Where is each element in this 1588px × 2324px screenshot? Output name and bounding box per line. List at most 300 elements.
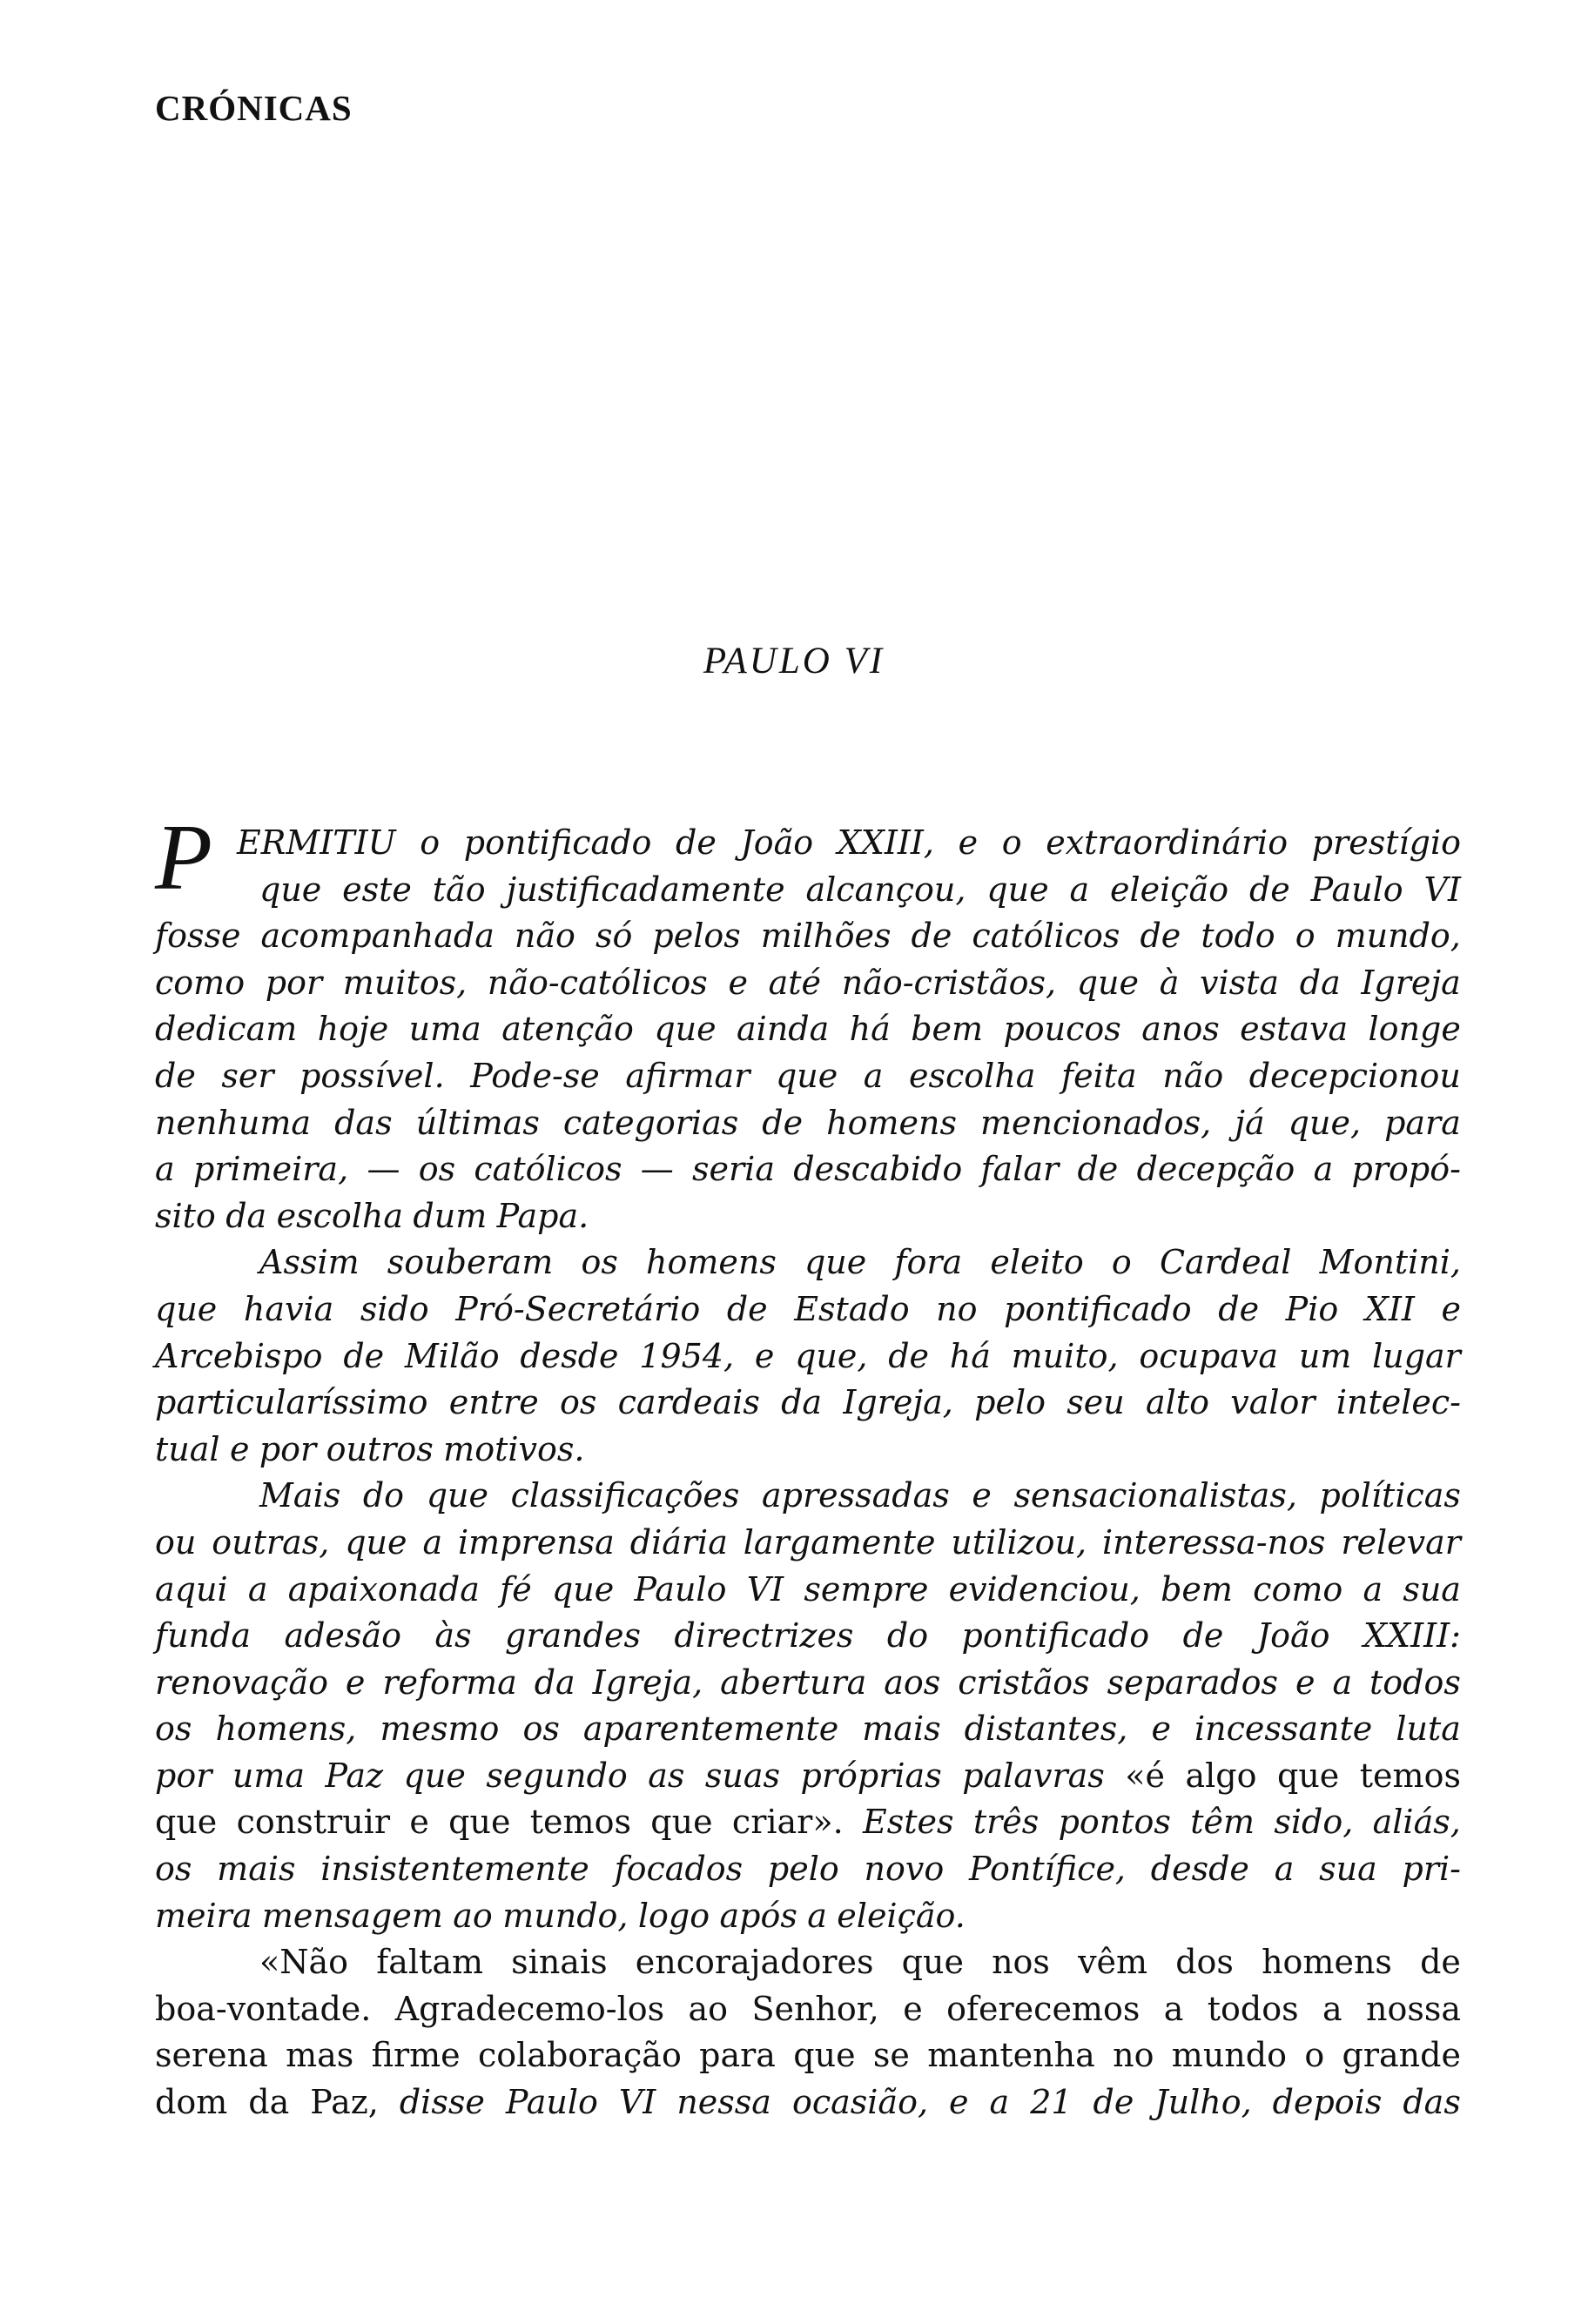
text-word: VI [746,1569,784,1609]
text-word: que [259,870,322,909]
text-word: de [911,917,952,956]
text-word: Julho, [1154,2083,1252,2122]
text-line [155,1053,1461,1100]
text-word: mundo, [502,1896,629,1935]
text-word: extraordinário [1046,823,1289,862]
text-word: distantes, [964,1709,1128,1749]
text-word: mantenha [927,2036,1095,2075]
text-word: intelec- [1336,1383,1461,1422]
text-line [155,2032,1461,2079]
text-line [155,960,1461,1007]
text-word: João [740,823,814,862]
text-word: 21 [1030,2083,1073,2122]
text-word: souberam [387,1243,554,1282]
text-word: pri- [1402,1850,1461,1889]
text-word: e [1295,1662,1315,1702]
text-word: grande [1342,2036,1461,2075]
text-word: Agradecemo-los [394,1989,665,2028]
text-word: muitos, [342,963,468,1002]
text-word: políticas [1319,1476,1461,1515]
text-word: mais [862,1709,941,1749]
text-word: aliás, [1372,1803,1461,1842]
text-word: palavras [962,1756,1105,1795]
text-word: como [1253,1569,1343,1609]
text-word: de [155,1056,196,1095]
text-word: disse [399,2083,485,2122]
text-word: mas [286,2036,354,2075]
text-word: de [762,1103,804,1142]
text-word: cardeais [617,1383,760,1422]
text-word: mais [217,1850,296,1889]
text-word: Pio [1285,1289,1339,1328]
text-word: firme [371,2036,461,2075]
text-word: VI [1423,870,1461,909]
text-line [155,1986,1461,2033]
text-word: e [1151,1709,1171,1749]
text-line [155,1146,1461,1193]
text-word: há [949,1336,991,1375]
text-word: e [949,2083,969,2122]
text-word: eleito [990,1243,1084,1282]
text-word: cristãos [958,1662,1090,1702]
text-word: pontificado [961,1616,1150,1656]
text-word: incessante [1194,1709,1373,1749]
running-head: CRÓNICAS [155,88,353,128]
text-word: XXIII: [1363,1616,1461,1656]
text-word: homens, [215,1709,357,1749]
text-word: se [872,2036,910,2075]
text-word: as [648,1756,685,1795]
text-word: à [1159,963,1180,1002]
text-word: homens [1262,1943,1392,1982]
text-word: de [1420,1943,1461,1982]
text-word: a [863,1056,884,1095]
text-word: algo [1185,1756,1257,1795]
text-word: a [1163,1989,1184,2028]
text-word: aqui [155,1569,228,1609]
text-word: e [728,963,748,1002]
text-word: do [362,1476,405,1515]
text-word: que [426,1476,488,1515]
text-word: da [225,1196,267,1235]
text-word: sempre [804,1569,929,1609]
text-word: VI [618,2083,656,2122]
text-word: ao [453,1896,493,1935]
text-word: que [155,1289,218,1328]
text-word: três [972,1803,1040,1842]
text-word: sua [1319,1850,1377,1889]
text-word: um [1298,1336,1352,1375]
text-word: de [1182,1616,1224,1656]
text-word: todo [1201,917,1275,956]
text-word: que, [795,1336,868,1375]
text-word: aparentemente [582,1709,839,1749]
text-word: do [886,1616,929,1656]
text-word: de [1248,870,1290,909]
text-word: relevar [1341,1522,1461,1562]
text-word: de [343,1336,385,1375]
text-word: que [804,1243,867,1282]
text-word: a [1332,1662,1353,1702]
text-word: católicos [972,917,1120,956]
drop-cap: P [155,806,212,910]
text-word: de [888,1336,930,1375]
text-word: milhões [760,917,892,956]
text-word: sua [1403,1569,1461,1609]
text-word: 1954, [639,1336,735,1375]
text-word: e [409,1803,429,1842]
text-word: Arcebispo [155,1336,323,1375]
text-line [155,1380,1461,1427]
text-word: imprensa [458,1522,615,1562]
text-word: da [248,2083,290,2122]
text-word: pontificado [1004,1289,1192,1328]
text-line [155,913,1461,960]
text-word: ou [155,1522,197,1562]
text-word: mencionados, [979,1103,1212,1142]
text-word: mesmo [380,1709,500,1749]
text-word: e [958,823,979,862]
text-word: vista [1200,963,1280,1002]
text-word: separados [1107,1662,1279,1702]
text-word: Igreja [1361,963,1461,1002]
text-word: a [1313,1150,1334,1189]
text-word: atenção [501,1010,634,1049]
text-word: desde [520,1336,619,1375]
text-word: escolha [276,1196,404,1235]
text-word: Estes [862,1803,954,1842]
text-word: feita [1061,1056,1137,1095]
text-word: ser [221,1056,274,1095]
text-word: de [1218,1289,1260,1328]
text-word: seu [1067,1383,1125,1422]
text-word: tão [432,870,486,909]
text-word: focados [614,1850,744,1889]
text-word: que [1076,963,1140,1002]
text-word: vêm [1078,1943,1148,1982]
text-word: ERMITIU [237,823,396,862]
text-word: uma [232,1756,306,1795]
text-word: o [420,823,441,862]
text-line [155,820,1461,867]
text-word: Pode-se [470,1056,600,1095]
text-word: nossa [1365,1989,1461,2028]
text-word: particularíssimo [155,1383,428,1422]
article-body [155,806,1461,2126]
text-line [155,1706,1461,1753]
text-word: e [903,1989,923,2028]
text-word: bem [1161,1569,1233,1609]
text-word: justificadamente [506,870,785,909]
text-word: aos [884,1662,941,1702]
text-word: para [699,2036,776,2075]
text-word: e [345,1662,366,1702]
text-word: que [793,2036,856,2075]
text-word: estava [1240,1010,1349,1049]
text-word: homens [645,1243,777,1282]
text-word: Igreja, [592,1662,703,1702]
text-word: e [972,1476,992,1515]
text-word: sido [360,1289,429,1328]
text-word: não-cristãos, [841,963,1057,1002]
text-word: alcançou, [805,870,966,909]
text-line [155,1520,1461,1567]
text-word: que [775,1056,838,1095]
text-word: alto [1146,1383,1209,1422]
text-word: bem [911,1010,984,1049]
text-word: e [754,1336,775,1375]
text-word: interessa-nos [1102,1522,1326,1562]
text-word: o [1001,823,1022,862]
text-word: ocupava [1139,1336,1279,1375]
text-word: da [534,1662,575,1702]
text-word: homens [826,1103,957,1142]
text-word: os [418,1150,456,1189]
text-word: fosse [155,917,241,956]
text-word: — [367,1150,400,1189]
text-word: poucos [1003,1010,1121,1049]
text-word: faltam [376,1943,484,1982]
text-line [155,1286,1461,1333]
text-word: decepção [1136,1150,1295,1189]
text-word: havia [243,1289,334,1328]
text-word: João [1256,1616,1330,1656]
text-word: Paulo [1310,870,1403,909]
text-word: desde [1150,1850,1249,1889]
text-word: longe [1368,1010,1461,1049]
text-word: Assim [259,1243,360,1282]
text-word: a [1322,1989,1342,2028]
text-word: já [1235,1103,1265,1142]
text-word: os [155,1709,192,1749]
text-word: no [1113,2036,1154,2075]
text-word: que, [1288,1103,1362,1142]
text-word: todos [1369,1662,1461,1702]
text-word: possível. [299,1056,445,1095]
text-line [155,1613,1461,1660]
text-word: sensacionalistas, [1013,1476,1297,1515]
text-word: Pontífice, [969,1850,1127,1889]
text-word: prestígio [1311,823,1461,862]
text-line [155,1846,1461,1893]
text-word: das [1403,2083,1461,2122]
text-word: outros [326,1429,434,1468]
text-word: que [901,1943,964,1982]
text-word: primeira, [192,1150,349,1189]
text-line [155,1893,1461,1940]
text-line [155,2079,1461,2126]
text-word: da [781,1383,823,1422]
text-word: de [676,823,717,862]
text-word: apressadas [761,1476,950,1515]
text-word: novo [864,1850,945,1889]
text-word: nos [992,1943,1050,1982]
text-word: valor [1230,1383,1315,1422]
text-word: de [726,1289,768,1328]
text-line [155,1100,1461,1147]
text-word: utilizou, [951,1522,1087,1562]
text-word: fora [894,1243,963,1282]
text-word: a [1274,1850,1295,1889]
text-word: dedicam [155,1010,298,1049]
text-word: diária [629,1522,728,1562]
text-word: de [1140,917,1181,956]
text-word: Papa. [496,1196,589,1235]
text-word: após [719,1896,797,1935]
text-word: outras, [212,1522,330,1562]
text-line [155,1006,1461,1053]
text-word: lugar [1372,1336,1461,1375]
text-word: como [155,963,246,1002]
text-word: dum [413,1196,488,1235]
text-line [155,867,1461,914]
text-word: por [155,1756,212,1795]
text-word: afirmar [625,1056,750,1095]
text-word: que [1277,1756,1340,1795]
text-word: sido, [1274,1803,1354,1842]
text-word: pelo [767,1850,839,1889]
text-word: têm [1190,1803,1255,1842]
text-word: Cardeal [1159,1243,1292,1282]
text-word: abertura [720,1662,867,1702]
text-word: Paulo [505,2083,598,2122]
text-word: não [514,917,575,956]
text-word: colaboração [478,2036,682,2075]
text-word: XXIII, [837,823,934,862]
text-word: a [1363,1569,1383,1609]
text-word: pontificado [463,823,652,862]
text-word: que [345,1522,407,1562]
text-word: que [448,1803,511,1842]
text-word: dom [155,2083,228,2122]
text-word: os [522,1709,560,1749]
text-word: mundo [1171,2036,1287,2075]
text-word: meira [155,1896,252,1935]
text-word: — [640,1150,674,1189]
text-word: largamente [743,1522,936,1562]
text-word: Montini, [1319,1243,1461,1282]
text-word: ocasião, [791,2083,929,2122]
text-word: insistentemente [320,1850,589,1889]
text-word: eleição [1109,870,1229,909]
text-word: que [551,1569,615,1609]
text-word: eleição. [837,1896,966,1935]
text-word: ao [688,1989,729,2028]
text-line [155,1239,1461,1286]
text-word: categorias [562,1103,739,1142]
text-word: descabido [793,1150,963,1189]
text-word: seria [692,1150,775,1189]
text-word: oferecemos [946,1989,1141,2028]
text-line [155,1753,1461,1800]
text-word: muito, [1011,1336,1119,1375]
text-word: mundo, [1335,917,1461,956]
text-word: logo [637,1896,710,1935]
text-word: acompanhada [260,917,495,956]
text-word: até [768,963,822,1002]
text-word: a [807,1896,827,1935]
text-word: não-católicos [487,963,708,1002]
text-word: e [1441,1289,1461,1328]
text-line [155,1567,1461,1614]
text-word: criar». [731,1803,844,1842]
text-word: a [155,1150,175,1189]
text-word: não [1162,1056,1224,1095]
text-line [155,1799,1461,1846]
text-word: todos [1207,1989,1299,2028]
text-word: serena [155,2036,268,2075]
text-word: Senhor, [751,1989,879,2028]
text-word: XII [1364,1289,1415,1328]
text-word: os [559,1383,597,1422]
text-word: classificações [510,1476,740,1515]
text-word: Estado [794,1289,910,1328]
text-word: os [581,1243,618,1282]
text-word: o [1304,2036,1325,2075]
text-word: pelos [652,917,741,956]
text-word: Pró-Secretário [455,1289,701,1328]
text-word: falar [980,1150,1060,1189]
text-word: para [1384,1103,1461,1142]
text-word: renovação [155,1662,328,1702]
text-word: «é [1125,1756,1166,1795]
text-word: este [342,870,412,909]
text-word: propó- [1351,1150,1461,1189]
text-word: adesão [284,1616,401,1656]
text-word: últimas [415,1103,540,1142]
text-word: de [1093,2083,1134,2122]
text-word: dos [1175,1943,1234,1982]
text-word: que [986,870,1049,909]
text-line [155,1939,1461,1986]
text-word: e [229,1429,250,1468]
text-word: reforma [382,1662,517,1702]
text-word: por [259,1429,317,1468]
text-word: que [403,1756,466,1795]
text-word: escolha [909,1056,1036,1095]
article-title: PAULO VI [703,641,885,682]
text-word: às [434,1616,472,1656]
text-word: Igreja, [843,1383,953,1422]
text-word: Milão [404,1336,500,1375]
text-word: por [265,963,323,1002]
text-word: da [1299,963,1341,1002]
text-word: «Não [259,1943,349,1982]
text-word: apaixonada [287,1569,480,1609]
text-word: temos [529,1803,631,1842]
text-word: ainda [737,1010,830,1049]
text-word: temos [1359,1756,1461,1795]
text-word: nessa [676,2083,771,2122]
text-word: fé [500,1569,532,1609]
text-line [155,1427,1461,1474]
text-word: depois [1272,2083,1383,2122]
text-word: no [936,1289,978,1328]
text-line [155,1473,1461,1520]
text-word: uma [408,1010,481,1049]
text-word: os [155,1850,192,1889]
text-line [155,1193,1461,1240]
text-word: funda [155,1616,251,1656]
text-word: anos [1141,1010,1220,1049]
text-word: decepcionou [1248,1056,1461,1095]
text-word: Paz, [310,2083,379,2122]
text-word: suas [704,1756,781,1795]
text-word: das [334,1103,393,1142]
text-word: evidenciou, [948,1569,1141,1609]
text-word: encorajadores [635,1943,874,1982]
text-word: pelo [974,1383,1046,1422]
